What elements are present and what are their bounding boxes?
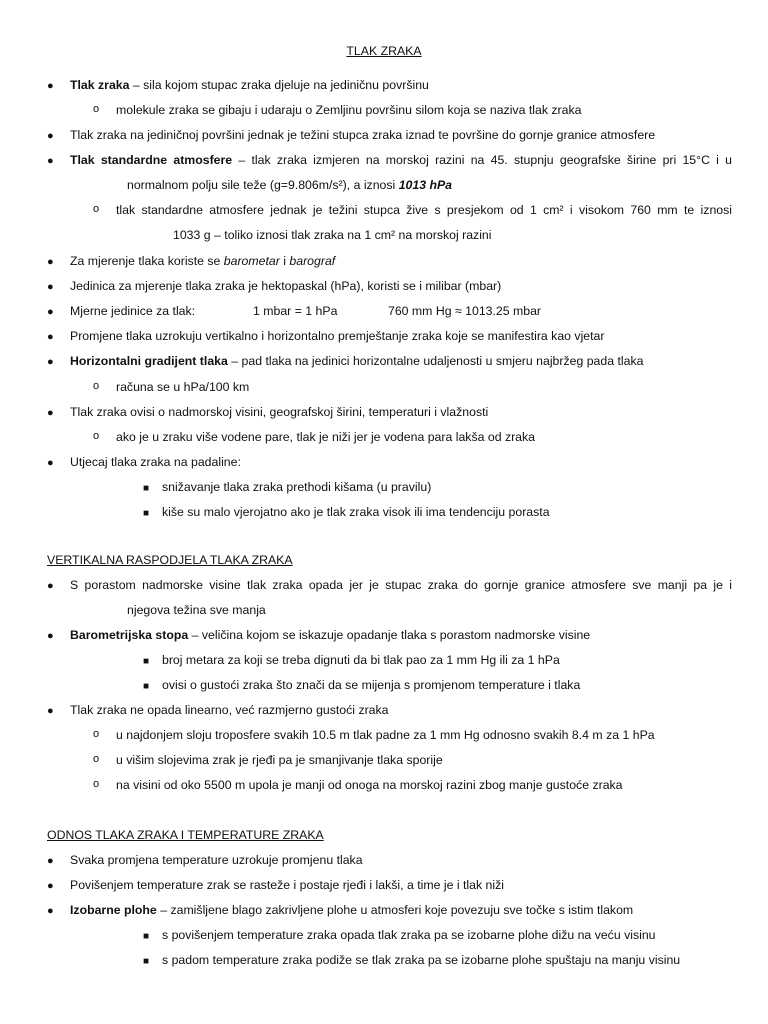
list-item: Promjene tlaka uzrokuju vertikalno i horizontalno premještanje zraka koje se manifestira kao vjetar bbox=[70, 329, 605, 343]
square-marker: ■ bbox=[143, 681, 150, 692]
bullet-marker: ● bbox=[47, 281, 54, 293]
list-item: Barometrijska stopa – veličina kojom se iskazuje opadanje tlaka s porastom nadmorske visine bbox=[70, 628, 591, 642]
square-marker: ■ bbox=[143, 656, 150, 667]
list-item: Tlak zraka na jediničnoj površini jednak je težini stupca zraka iznad te površine do gornje granice atmosfere bbox=[70, 128, 656, 142]
list-item: ovisi o gustoći zraka što znači da se mijenja s promjenom temperature i tlaka bbox=[162, 678, 581, 692]
list-item: s padom temperature zraka podiže se tlak zraka pa se izobarne plohe spuštaju na manju visinu bbox=[162, 953, 681, 967]
circle-marker: o bbox=[93, 380, 100, 392]
circle-marker: o bbox=[93, 103, 100, 115]
list-item: Povišenjem temperature zrak se rasteže i postaje rjeđi i lakši, a time je i tlak niži bbox=[70, 878, 504, 892]
list-item-continuation: normalnom polju sile teže (g=9.806m/s²), a iznosi 1013 hPa bbox=[127, 178, 453, 192]
list-item: S porastom nadmorske visine tlak zraka opada jer je stupac zraka do gornje granice atmosfere sve manji pa je i bbox=[70, 578, 732, 592]
unit-equation: 760 mm Hg ≈ 1013.25 mbar bbox=[388, 304, 542, 318]
circle-marker: o bbox=[93, 778, 100, 790]
section-heading: VERTIKALNA RASPODJELA TLAKA ZRAKA bbox=[47, 553, 293, 567]
bullet-marker: ● bbox=[47, 155, 54, 167]
list-item: u višim slojevima zrak je rjeđi pa je smanjivanje tlaka sporije bbox=[116, 753, 443, 767]
square-marker: ■ bbox=[143, 931, 150, 942]
bullet-marker: ● bbox=[47, 306, 54, 318]
list-item: Mjerne jedinice za tlak: bbox=[70, 304, 196, 318]
list-item: ako je u zraku više vodene pare, tlak je niži jer je vodena para lakša od zraka bbox=[116, 430, 536, 444]
circle-marker: o bbox=[93, 430, 100, 442]
list-item: u najdonjem sloju troposfere svakih 10.5 m tlak padne za 1 mm Hg odnosno svakih 8.4 m za 1 hPa bbox=[116, 728, 655, 742]
bullet-marker: ● bbox=[47, 855, 54, 867]
circle-marker: o bbox=[93, 728, 100, 740]
list-item: Utjecaj tlaka zraka na padaline: bbox=[70, 455, 241, 469]
list-item: Tlak zraka ne opada linearno, već razmjerno gustoći zraka bbox=[70, 703, 389, 717]
bullet-marker: ● bbox=[47, 130, 54, 142]
circle-marker: o bbox=[93, 753, 100, 765]
bullet-marker: ● bbox=[47, 880, 54, 892]
circle-marker: o bbox=[93, 203, 100, 215]
bullet-marker: ● bbox=[47, 331, 54, 343]
unit-equation: 1 mbar = 1 hPa bbox=[253, 304, 338, 318]
list-item: Svaka promjena temperature uzrokuje promjenu tlaka bbox=[70, 853, 363, 867]
page-title: TLAK ZRAKA bbox=[346, 44, 422, 58]
bullet-marker: ● bbox=[47, 705, 54, 717]
list-item: Za mjerenje tlaka koriste se barometar i barograf bbox=[70, 254, 336, 268]
bullet-marker: ● bbox=[47, 580, 54, 592]
list-item: na visini od oko 5500 m upola je manji od onoga na morskoj razini zbog manje gustoće zraka bbox=[116, 778, 623, 792]
section-heading: ODNOS TLAKA ZRAKA I TEMPERATURE ZRAKA bbox=[47, 828, 324, 842]
square-marker: ■ bbox=[143, 483, 150, 494]
list-item: molekule zraka se gibaju i udaraju o Zemljinu površinu silom koja se naziva tlak zraka bbox=[116, 103, 582, 117]
bullet-marker: ● bbox=[47, 80, 54, 92]
bullet-marker: ● bbox=[47, 356, 54, 368]
bullet-marker: ● bbox=[47, 905, 54, 917]
list-item: snižavanje tlaka zraka prethodi kišama (u pravilu) bbox=[162, 480, 432, 494]
list-item-continuation: njegova težina sve manja bbox=[127, 603, 266, 617]
list-item: Tlak zraka – sila kojom stupac zraka djeluje na jediničnu površinu bbox=[70, 78, 429, 92]
list-item: Jedinica za mjerenje tlaka zraka je hektopaskal (hPa), koristi se i milibar (mbar) bbox=[70, 279, 502, 293]
bullet-marker: ● bbox=[47, 630, 54, 642]
list-item-continuation: 1033 g – toliko iznosi tlak zraka na 1 cm² na morskoj razini bbox=[173, 228, 492, 242]
list-item: Tlak standardne atmosfere – tlak zraka izmjeren na morskoj razini na 45. stupnju geografske širine pri 15°C i u bbox=[70, 153, 732, 167]
list-item: kiše su malo vjerojatno ako je tlak zraka visok ili ima tendenciju porasta bbox=[162, 505, 550, 519]
list-item: Izobarne plohe – zamišljene blago zakrivljene plohe u atmosferi koje povezuju sve točke s istim tlakom bbox=[70, 903, 634, 917]
list-item: broj metara za koji se treba dignuti da bi tlak pao za 1 mm Hg ili za 1 hPa bbox=[162, 653, 560, 667]
list-item: tlak standardne atmosfere jednak je težini stupca žive s presjekom od 1 cm² i visokom 760 mm te iznosi bbox=[116, 203, 732, 217]
list-item: Tlak zraka ovisi o nadmorskoj visini, geografskoj širini, temperaturi i vlažnosti bbox=[70, 405, 489, 419]
list-item: računa se u hPa/100 km bbox=[116, 380, 250, 394]
list-item: Horizontalni gradijent tlaka – pad tlaka na jedinici horizontalne udaljenosti u smjeru najbržeg pada tlaka bbox=[70, 354, 644, 368]
bullet-marker: ● bbox=[47, 256, 54, 268]
bullet-marker: ● bbox=[47, 457, 54, 469]
square-marker: ■ bbox=[143, 956, 150, 967]
square-marker: ■ bbox=[143, 508, 150, 519]
bullet-marker: ● bbox=[47, 407, 54, 419]
list-item: s povišenjem temperature zraka opada tlak zraka pa se izobarne plohe dižu na veću visinu bbox=[162, 928, 656, 942]
